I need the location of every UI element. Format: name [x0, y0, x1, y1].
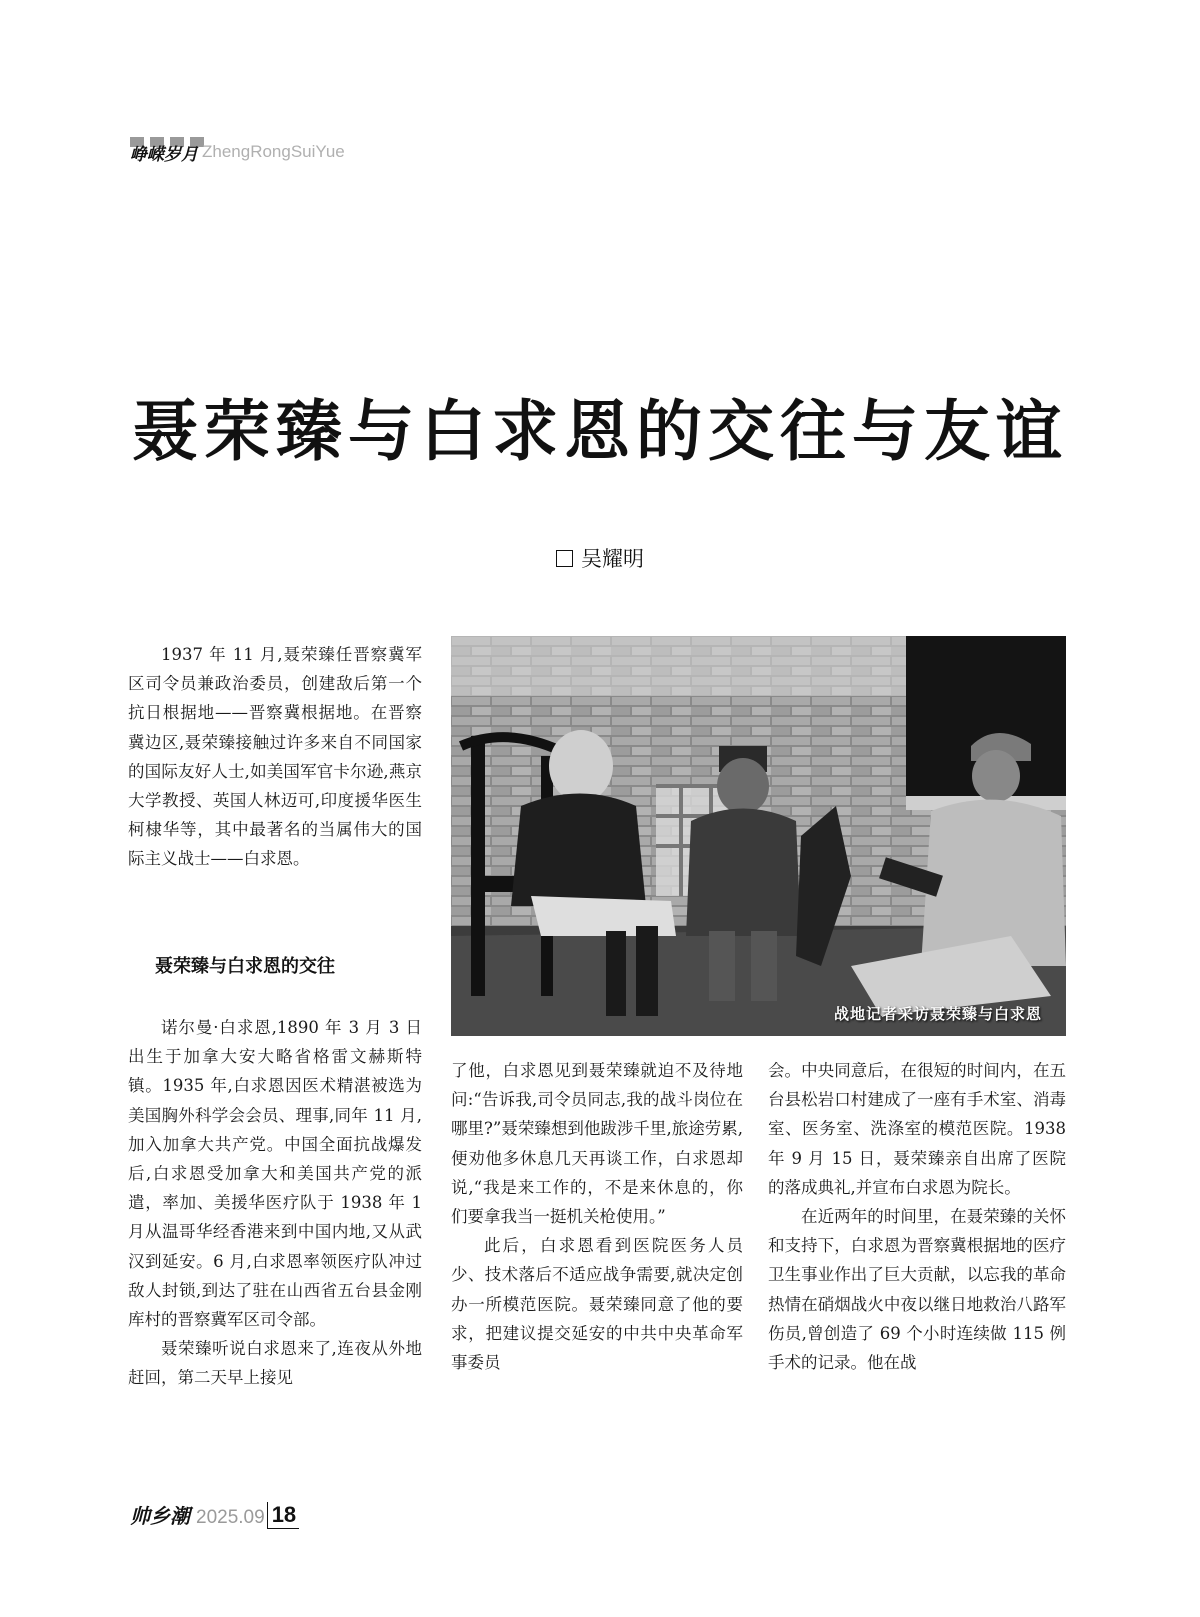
author-box-icon	[556, 550, 573, 567]
paragraph: 了他，白求恩见到聂荣臻就迫不及待地问:“告诉我,司令员同志,我的战斗岗位在哪里?”聂荣臻想到他跋涉千里,旅途劳累,便劝他多休息几天再谈工作，白求恩却说,“我是来工作的，不是来休息的，你们要拿我当一挺机关枪使用。”	[451, 1061, 743, 1227]
historical-photo	[451, 636, 1066, 1036]
author-line	[0, 543, 1200, 573]
page-footer	[130, 1495, 299, 1529]
issue-date: 2025.09	[196, 1507, 265, 1528]
paragraph: 此后，白求恩看到医院医务人员少、技术落后不适应战争需要,就决定创办一所模范医院。聂荣臻同意了他的要求，把建议提交延安的中共中央革命军事委员	[451, 1236, 743, 1373]
column-1-intro	[128, 640, 422, 874]
column-1-body	[128, 1013, 422, 1393]
article-title: 聂荣臻与白求恩的交往与友谊	[132, 393, 1068, 470]
column-3	[768, 1056, 1066, 1377]
magazine-name: 帅乡潮	[130, 1504, 190, 1528]
section-header	[130, 137, 345, 163]
page-number: 18	[267, 1502, 299, 1529]
section-name: 峥嵘岁月	[130, 144, 198, 165]
paragraph: 诺尔曼·白求恩,1890 年 3 月 3 日出生于加拿大安大略省格雷文赫斯特镇。1935 年,白求恩因医术精湛被选为美国胸外科学会会员、理事,同年 11 月,加入加拿大共产党。中国全面抗战爆发后,白求恩受加拿大和美国共产党的派遣，率加、美援华医疗队于 1938 年 1 月从温哥华经香港来到中国内地,又从武汉到延安。6 月,白求恩率领医疗队冲过敌人封锁,到达了驻在山西省五台县金刚库村的晋察冀军区司令部。	[128, 1018, 422, 1330]
photo-caption: 战地记者采访聂荣臻与白求恩	[833, 1005, 1042, 1023]
paragraph: 会。中央同意后，在很短的时间内，在五台县松岩口村建成了一座有手术室、消毒室、医务室、洗涤室的模范医院。1938 年 9 月 15 日，聂荣臻亲自出席了医院的落成典礼,并宣布白求恩为院长。	[768, 1061, 1066, 1197]
paragraph: 在近两年的时间里，在聂荣臻的关怀和支持下，白求恩为晋察冀根据地的医疗卫生事业作出了巨大贡献，以忘我的革命热情在硝烟战火中夜以继日地救治八路军伤员,曾创造了 69 个小时连续做 115 例手术的记录。他在战	[768, 1207, 1066, 1373]
paragraph: 1937 年 11 月,聂荣臻任晋察冀军区司令员兼政治委员，创建敌后第一个抗日根据地——晋察冀根据地。在晋察冀边区,聂荣臻接触过许多来自不同国家的国际友好人士,如美国军官卡尔逊,燕京大学教授、英国人林迈可,印度援华医生柯棣华等，其中最著名的当属伟大的国际主义战士——白求恩。	[128, 645, 422, 869]
section-subheading: 聂荣臻与白求恩的交往	[155, 956, 335, 977]
section-name-latin: ZhengRongSuiYue	[202, 142, 345, 161]
column-2	[451, 1056, 743, 1377]
photo-illustration	[451, 636, 1066, 1036]
author-name: 吴耀明	[581, 547, 644, 571]
paragraph: 聂荣臻听说白求恩来了,连夜从外地赶回，第二天早上接见	[128, 1339, 422, 1388]
